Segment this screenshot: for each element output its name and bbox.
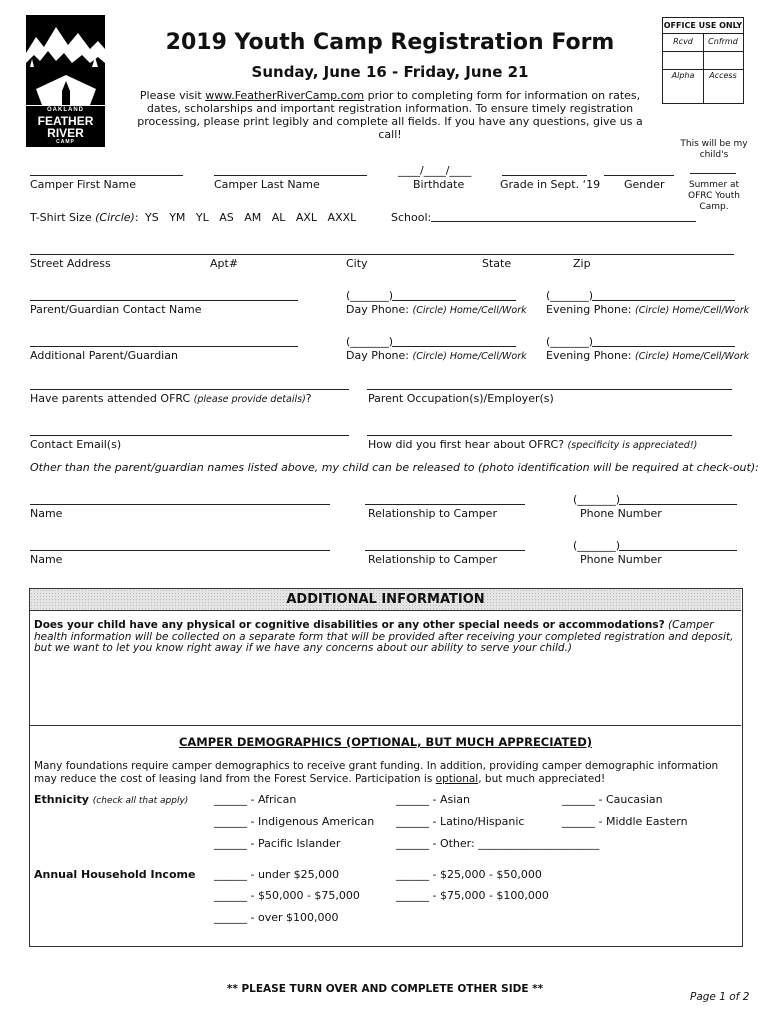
logo-line2: RIVER [47, 126, 84, 140]
apt-label: Apt# [210, 257, 239, 270]
street-label: Street Address [30, 257, 111, 270]
ethnicity-latino[interactable]: ______ - Latino/Hispanic [396, 815, 525, 828]
additional-info-title: ADDITIONAL INFORMATION [30, 589, 741, 611]
release1-phone-area: (_______) [573, 493, 621, 506]
ethnicity-indigenous[interactable]: ______ - Indigenous American [214, 815, 375, 828]
parent-name-label: Parent/Guardian Contact Name [30, 303, 202, 316]
camp-dates: Sunday, June 16 - Friday, June 21 [251, 63, 529, 81]
release2-phone-field[interactable] [619, 550, 737, 551]
special-needs-question: Does your child have any physical or cognitive disabilities or any other special needs or accommodations? (Camper health information will be collected on a separate form that will be provided after receiving your completed registration and deposit, but we want to let you know right away if we have any concerns about our ability to serve your child.) [34, 619, 734, 654]
summer-count-field[interactable] [690, 173, 736, 174]
release2-phone-area: (_______) [573, 539, 621, 552]
release2-name-label: Name [30, 553, 63, 566]
city-label: City [346, 257, 368, 270]
tshirt-label: T-Shirt Size (Circle): [30, 211, 139, 224]
release2-relationship-label: Relationship to Camper [368, 553, 497, 566]
intro-text [130, 89, 650, 141]
evening-phone2-label: Evening Phone: (Circle) Home/Cell/Work [546, 349, 750, 362]
email-field[interactable] [30, 435, 349, 436]
day-phone2-area: (_______) [346, 335, 394, 348]
special-needs-answer-area[interactable] [34, 660, 734, 720]
hear-field[interactable] [367, 435, 732, 436]
camper-first-label: Camper First Name [30, 178, 137, 191]
release1-name-field[interactable] [30, 504, 330, 505]
ethnicity-middle-eastern[interactable]: ______ - Middle Eastern [562, 815, 688, 828]
income-label: Annual Household Income [34, 868, 196, 881]
ethnicity-label: Ethnicity (check all that apply) [34, 793, 189, 806]
form-title: 2019 Youth Camp Registration Form [165, 30, 615, 55]
camper-first-field[interactable] [30, 175, 183, 176]
demographics-title: CAMPER DEMOGRAPHICS (OPTIONAL, BUT MUCH APPRECIATED) [178, 735, 593, 749]
gender-field[interactable] [604, 175, 674, 176]
release1-phone-label: Phone Number [580, 507, 662, 520]
school-label: School: [391, 211, 432, 224]
office-alpha: Alpha [671, 71, 695, 80]
income-over-100k[interactable]: ______ - over $100,000 [214, 911, 339, 924]
birthdate-field[interactable]: ____/____/____ [398, 164, 472, 177]
evening-phone-field[interactable] [592, 300, 735, 301]
school-field[interactable] [431, 221, 696, 222]
attended-field[interactable] [30, 389, 349, 390]
grade-label: Grade in Sept. ‘19 [500, 178, 601, 191]
income-25k-50k[interactable]: ______ - $25,000 - $50,000 [396, 868, 542, 881]
parent-name-field[interactable] [30, 300, 298, 301]
additional-parent-label: Additional Parent/Guardian [30, 349, 178, 362]
release1-relationship-label: Relationship to Camper [368, 507, 497, 520]
page-number: Page 1 of 2 [690, 991, 750, 1003]
office-rcvd: Rcvd [673, 37, 693, 46]
additional-parent-field[interactable] [30, 346, 298, 347]
release-note: Other than the parent/guardian names listed above, my child can be released to (photo identification will be required at check-out): [30, 461, 759, 474]
day-phone2-field[interactable] [392, 346, 516, 347]
day-phone-field[interactable] [392, 300, 516, 301]
release2-relationship-field[interactable] [365, 550, 525, 551]
evening-phone2-area: (_______) [546, 335, 594, 348]
income-under-25k[interactable]: ______ - under $25,000 [214, 868, 340, 881]
ethnicity-african[interactable]: ______ - African [214, 793, 297, 806]
ethnicity-caucasian[interactable]: ______ - Caucasian [562, 793, 663, 806]
hear-label: How did you first hear about OFRC? (specificity is appreciated!) [368, 438, 698, 451]
tshirt-size-options[interactable]: YS YM YL AS AM AL AXL AXXL [145, 211, 357, 224]
intro-pre: Please visit [139, 89, 206, 102]
camper-last-label: Camper Last Name [214, 178, 320, 191]
intro-post: prior to completing form for information on rates, dates, scholarships and important registration information. To ensure timely registration processing, please print legibly and complete all fields. If you have any questions, give us a call! [137, 89, 643, 141]
evening-phone2-field[interactable] [592, 346, 735, 347]
camp-logo [26, 15, 105, 147]
release1-relationship-field[interactable] [365, 504, 525, 505]
birthdate-label: Birthdate [413, 178, 465, 191]
ethnicity-other[interactable]: ______ - Other: ______________________ [396, 837, 600, 850]
logo-bottom-text: CAMP [56, 139, 75, 145]
gender-label: Gender [624, 178, 665, 191]
child-note-top: This will be my child's [680, 139, 748, 160]
state-label: State [482, 257, 512, 270]
section-divider [30, 725, 741, 726]
income-75k-100k[interactable]: ______ - $75,000 - $100,000 [396, 889, 549, 902]
child-note-bottom: Summer at OFRC Youth Camp. [688, 180, 740, 212]
turn-over-note: ** PLEASE TURN OVER AND COMPLETE OTHER SIDE ** [226, 983, 544, 995]
occupation-label: Parent Occupation(s)/Employer(s) [368, 392, 554, 405]
demographics-text: Many foundations require camper demographics to receive grant funding. In addition, providing camper demographic information may reduce the cost of leasing land from the Forest Service. Participation is optional, but much appreciated! [34, 760, 719, 785]
website-link[interactable]: www.FeatherRiverCamp.com [205, 89, 365, 102]
release1-phone-field[interactable] [619, 504, 737, 505]
office-use-box [662, 17, 744, 104]
ethnicity-pacific[interactable]: ______ - Pacific Islander [214, 837, 341, 850]
day-phone-area: (_______) [346, 289, 394, 302]
occupation-field[interactable] [367, 389, 732, 390]
office-cnfrmd: Cnfrmd [708, 37, 738, 46]
logo-line1: FEATHER [37, 114, 94, 128]
release2-name-field[interactable] [30, 550, 330, 551]
day-phone-label: Day Phone: (Circle) Home/Cell/Work [346, 303, 527, 316]
office-access: Access [709, 71, 737, 80]
email-label: Contact Email(s) [30, 438, 122, 451]
day-phone2-label: Day Phone: (Circle) Home/Cell/Work [346, 349, 527, 362]
office-use-title: OFFICE USE ONLY [663, 18, 743, 34]
logo-top-text: OAKLAND [47, 107, 84, 113]
attended-label: Have parents attended OFRC (please provide details)? [30, 392, 312, 405]
zip-label: Zip [573, 257, 591, 270]
camper-last-field[interactable] [214, 175, 367, 176]
income-50k-75k[interactable]: ______ - $50,000 - $75,000 [214, 889, 360, 902]
address-field[interactable] [30, 254, 734, 255]
evening-phone-area: (_______) [546, 289, 594, 302]
release1-name-label: Name [30, 507, 63, 520]
grade-field[interactable] [502, 175, 587, 176]
ethnicity-asian[interactable]: ______ - Asian [396, 793, 470, 806]
evening-phone-label: Evening Phone: (Circle) Home/Cell/Work [546, 303, 750, 316]
release2-phone-label: Phone Number [580, 553, 662, 566]
